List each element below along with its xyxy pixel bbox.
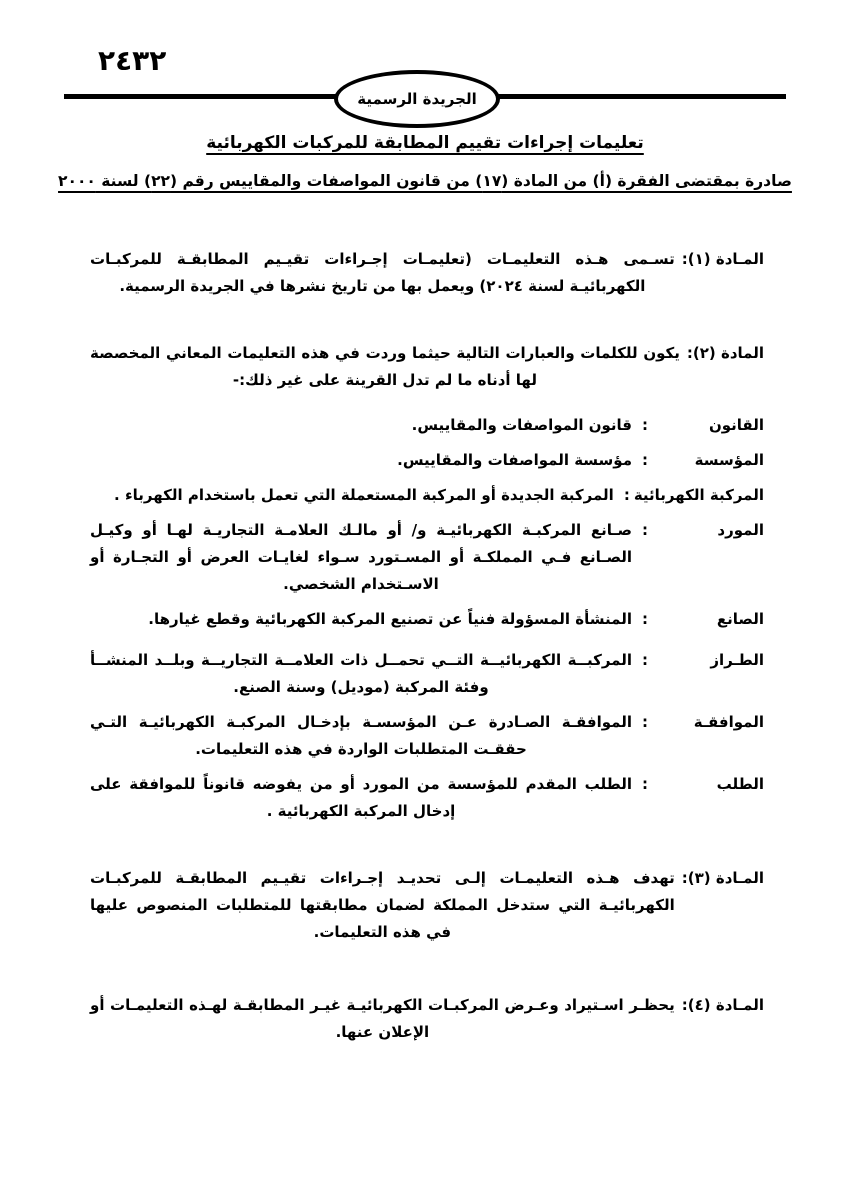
- article-2-label: المادة (٢):: [686, 344, 764, 362]
- article-4-label: المـادة (٤):: [681, 996, 764, 1014]
- gazette-oval: [334, 70, 500, 128]
- definition-text: قانون المواصفات والمقاييس.: [411, 416, 632, 434]
- definition-institution: [90, 447, 764, 474]
- document-title: تعليمات إجراءات تقييم المطابقة للمركبات الكهربائية: [206, 133, 644, 153]
- definition-colon: :: [642, 416, 648, 434]
- definition-colon: :: [642, 651, 648, 669]
- article-1-text: تسـمى هـذه التعليمـات (تعليمـات إجـراءات تقيـيم المطابقـة للمركبـات الكهربائيـة لسنة ٢٠٢٤) ويعمل بها من تاريخ نشرها في الجريدة الرسمية.: [90, 250, 675, 295]
- definition-text: المركبــة الكهربائيــة التــي تحمــل ذات العلامــة التجاريــة وبلــد المنشــأ وفئة المركبة (موديل) وسنة الصنع.: [90, 651, 632, 696]
- definition-supplier: [90, 517, 764, 598]
- definition-application: [90, 771, 764, 825]
- definition-colon: :: [642, 775, 648, 793]
- definition-manufacturer: [90, 606, 764, 633]
- definition-text: المنشأة المسؤولة فنياً عن تصنيع المركبة الكهربائية وقطع غيارها.: [148, 610, 632, 628]
- definition-text: الموافقـة الصـادرة عـن المؤسسـة بإدخـال المركبـة الكهربائيـة التـي حققـت المتطلبات الواردة في هذه التعليمات.: [90, 713, 632, 758]
- page-number: ٢٤٣٢: [98, 44, 167, 77]
- article-4-text: يحظـر اسـتيراد وعـرض المركبـات الكهربائيـة غيـر المطابقـة لهـذه التعليمـات أو الإعلان عنها.: [90, 996, 675, 1041]
- definition-colon: :: [623, 486, 630, 504]
- definition-electric-vehicle: [90, 482, 764, 509]
- definition-text: المركبة الجديدة أو المركبة المستعملة التي تعمل باستخدام الكهرباء .: [114, 486, 614, 504]
- article-3: [90, 865, 764, 946]
- article-3-text: تهدف هـذه التعليمـات إلـى تحديـد إجـراءات تقيـيم المطابقـة للمركبـات الكهربائيـة التي ستدخل المملكة لضمان مطابقتها للمتطلبات المنصوص عليها في هذه التعليمات.: [90, 869, 675, 941]
- article-4: [90, 992, 764, 1046]
- definition-colon: :: [642, 713, 648, 731]
- definition-approval: [90, 709, 764, 763]
- definition-law: [90, 412, 764, 439]
- definitions-list: [90, 412, 764, 825]
- document-subtitle: صادرة بمقتضى الفقرة (أ) من المادة (١٧) من قانون المواصفات والمقاييس رقم (٢٢) لسنة ٢٠٠٠: [58, 172, 792, 190]
- definition-term: الصانع: [716, 610, 764, 628]
- article-2: [90, 340, 764, 394]
- article-1: [90, 246, 764, 300]
- article-2-text: يكون للكلمات والعبارات التالية حيثما وردت في هذه التعليمات المعاني المخصصة لها أدناه ما لم تدل القرينة على غير ذلك:-: [90, 344, 680, 389]
- definition-model: [90, 647, 764, 701]
- definition-term: المورد: [717, 521, 764, 539]
- definition-term: المركبة الكهربائية: [633, 486, 764, 504]
- definition-colon: :: [642, 610, 648, 628]
- definition-term: المؤسسة: [694, 451, 764, 469]
- gazette-name: الجريدة الرسمية: [357, 90, 477, 108]
- definition-term: الطلب: [716, 775, 764, 793]
- definition-term: الموافقـة: [693, 713, 764, 731]
- definition-term: الطـراز: [710, 651, 764, 669]
- definition-text: الطلب المقدم للمؤسسة من المورد أو من يفوضه قانوناً للموافقة على إدخال المركبة الكهربائية .: [90, 775, 632, 820]
- document-body: [90, 240, 764, 1046]
- definition-text: صـانع المركبـة الكهربائيـة و/ أو مالـك العلامـة التجاريـة لهـا أو وكيـل الصـانع فـي المملكـة أو المسـتورد سـواء لغايـات العرض أو التجـارة أو الاسـتخدام الشخصي.: [90, 521, 632, 593]
- article-3-label: المـادة (٣):: [681, 869, 764, 887]
- definition-colon: :: [642, 521, 648, 539]
- definition-colon: :: [642, 451, 648, 469]
- definition-text: مؤسسة المواصفات والمقاييس.: [397, 451, 632, 469]
- article-1-label: المـادة (١):: [681, 250, 764, 268]
- definition-term: القانون: [708, 416, 764, 434]
